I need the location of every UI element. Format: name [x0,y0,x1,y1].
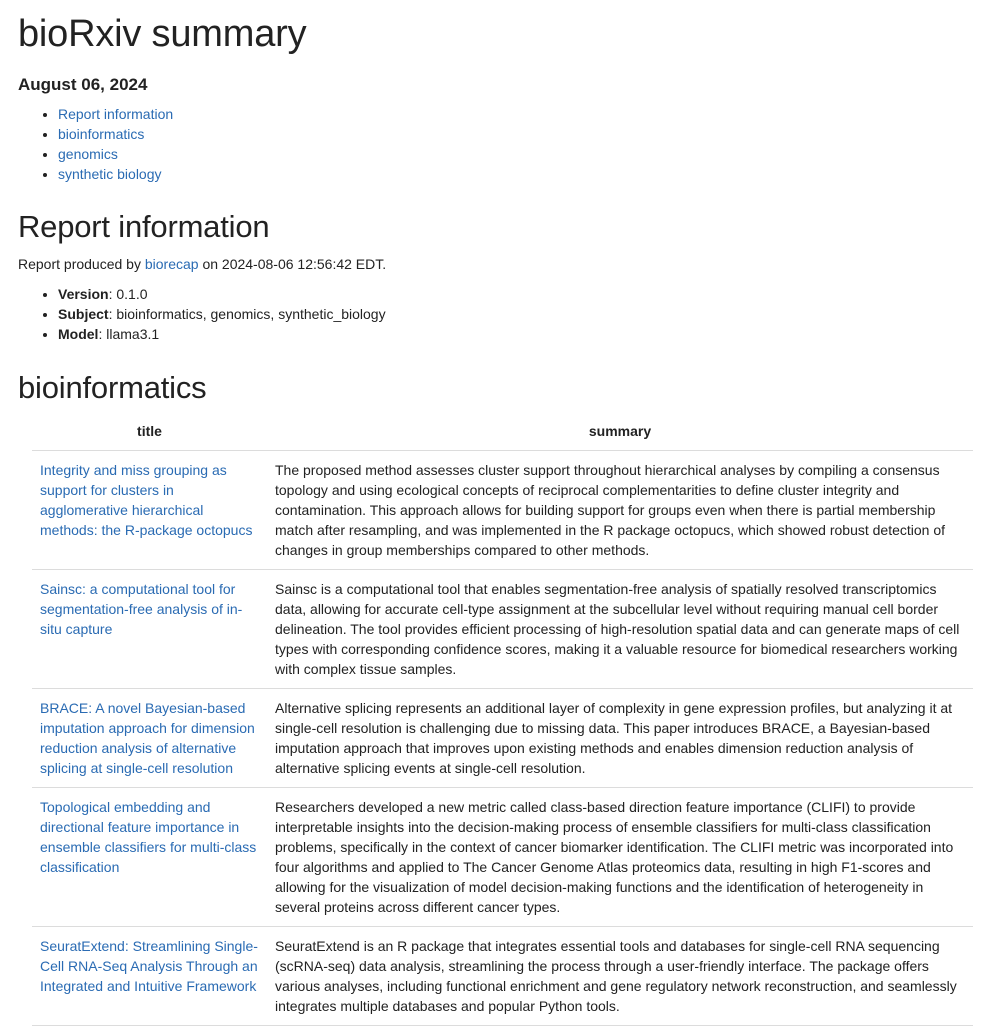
page-title: bioRxiv summary [18,13,307,55]
toc-link-synthetic-biology[interactable]: synthetic biology [58,166,162,182]
toc-item [58,104,966,124]
meta-version [58,284,966,304]
summary-cell: Sainsc is a computational tool that enables segmentation-free analysis of spatially resolved transcriptomics data, allowing for accurate cell-type assignment at the subcellular level without requiring manual cell border delineation. The tool provides efficient processing of high-resolution spatial data and can generate maps of cell types with corresponding confidence scores, making it a valuable resource for biomedical researchers working with complex tissue samples. [267,570,973,689]
title-cell [32,689,267,788]
paper-title-link[interactable]: Topological embedding and directional feature importance in ensemble classifiers for multi-class classification [40,799,257,875]
table-row [32,927,973,1026]
column-header-title: title [32,421,267,451]
table-row [32,451,973,570]
title-cell [32,927,267,1026]
bioinformatics-papers-table [32,421,973,1026]
table-of-contents [18,104,966,184]
title-cell [32,570,267,689]
table-header-row [32,421,973,451]
meta-model [58,324,966,344]
meta-value: : llama3.1 [98,326,160,342]
toc-link-genomics[interactable]: genomics [58,146,118,162]
report-produced-line [18,254,966,274]
bioinformatics-heading: bioinformatics [18,370,207,405]
summary-cell: Alternative splicing represents an additional layer of complexity in gene expression profiles, but analyzing it at single-cell resolution is challenging due to missing data. This paper introduces BRACE, a Bayesian-based imputation approach that improves upon existing methods and enables dimension reduction analysis of alternative splicing events at single-cell resolution. [267,689,973,788]
toc-link-bioinformatics[interactable]: bioinformatics [58,126,145,142]
summary-cell: SeuratExtend is an R package that integrates essential tools and databases for single-cell RNA sequencing (scRNA-seq) data analysis, streamlining the process through a user-friendly interface. The package offers various analyses, including functional enrichment and gene regulatory network reconstruction, and seamlessly integrates multiple databases and popular Python tools. [267,927,973,1026]
meta-value: : 0.1.0 [108,286,148,302]
biorecap-link[interactable]: biorecap [144,256,199,272]
paper-title-link[interactable]: SeuratExtend: Streamlining Single-Cell RNA-Seq Analysis Through an Integrated and Intuitive Framework [40,938,258,994]
column-header-summary: summary [267,421,973,451]
toc-item [58,144,966,164]
paper-title-link[interactable]: Integrity and miss grouping as support for clusters in agglomerative hierarchical methods: the R-package octopucs [40,462,253,538]
title-cell [32,788,267,927]
report-produced-prefix: Report produced by [18,256,145,272]
summary-cell: The proposed method assesses cluster support throughout hierarchical analyses by compiling a consensus topology and using ecological concepts of reciprocal complementarities to define cluster integrity and contamination. This approach allows for building support for groups even when there is partial membership match after resampling, and was implemented in the R package octopucs, which showed robust detection of changes in group memberships compared to other methods. [267,451,973,570]
table-row [32,570,973,689]
meta-label: Subject [58,306,109,322]
toc-item [58,124,966,144]
table-row [32,788,973,927]
title-cell [32,451,267,570]
paper-title-link[interactable]: BRACE: A novel Bayesian-based imputation approach for dimension reduction analysis of alternative splicing at single-cell resolution [40,700,255,776]
table-row [32,689,973,788]
report-produced-suffix: on 2024-08-06 12:56:42 EDT. [198,256,387,272]
toc-item [58,164,966,184]
report-date: August 06, 2024 [18,75,148,94]
meta-value: : bioinformatics, genomics, synthetic_biology [108,306,386,322]
meta-label: Version [58,286,109,302]
meta-subject [58,304,966,324]
toc-link-report-information[interactable]: Report information [58,106,174,122]
meta-label: Model [58,326,99,342]
report-information-heading: Report information [18,209,270,244]
report-metadata-list [18,284,966,344]
summary-cell: Researchers developed a new metric called class-based direction feature importance (CLIFI) to provide interpretable insights into the decision-making process of ensemble classifiers for multi-class classification problems, specifically in the context of cancer biomarker identification. The CLIFI metric was incorporated into four algorithms and applied to The Cancer Genome Atlas proteomics data, resulting in high F1-scores and allowing for the visualization of model decision-making functions and the identification of heterogeneity in several proteins across different cancer types. [267,788,973,927]
paper-title-link[interactable]: Sainsc: a computational tool for segmentation-free analysis of in-situ capture [40,581,243,637]
